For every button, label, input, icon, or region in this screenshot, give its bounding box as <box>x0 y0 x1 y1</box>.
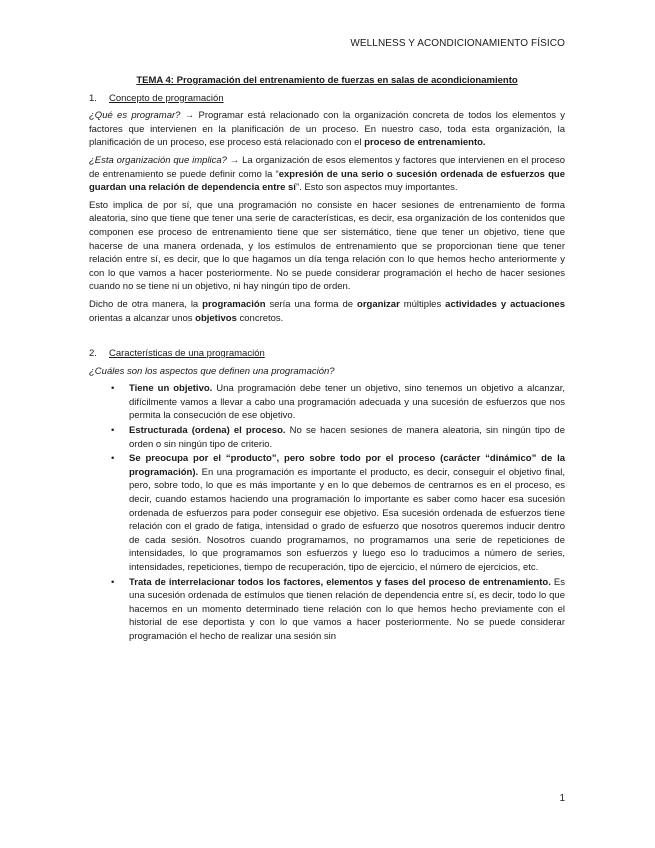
list-item: • Se preocupa por el “producto”, pero sobre todo por el proceso (carácter “dinámico” de la programación). En una programación es importante el producto, es decir, conseguir el objetivo final, pero, sobre todo, lo que es más importante y en lo que debemos de centrarnos es en el proceso, es decir, cuando estamos haciendo una programación lo importante es saber como hacer esa sucesión ordenada de esfuerzos para poder conseguir ese objetivo. Esa sucesión ordenada de esfuerzos tiene relación con el grado de fatiga, intensidad o grado de esfuerzo que nosotros queremos inducir dentro de cada sesión. Nosotros cuando programamos, no programamos una serie de repeticiones de intensidades, lo que programamos son esfuerzos y luego eso lo traducimos a número de series, intensidades, repeticiones, tiempo de recuperación, tipo de ejercicio, el número de ejercicios, etc. <box>111 453 565 573</box>
section-2-heading <box>89 347 565 361</box>
bullet-icon: • <box>111 383 115 395</box>
bullet-icon: • <box>111 576 115 588</box>
section-1-title: Concepto de programación <box>109 92 224 104</box>
section-2-question: ¿Cuáles son los aspectos que definen una programación? <box>89 365 335 377</box>
paragraph-what-is-programming: ¿Qué es programar? → Programar está relacionado con la organización concreta de todos los elementos y factores que intervienen en la planificación de un proceso. En nuestro caso, toda esta organización, la planificación de un proceso, ese proceso está relacionado con el proceso de entrenamiento. <box>89 110 566 149</box>
arrow-icon: → <box>229 154 240 166</box>
list-item: • Trata de interrelacionar todos los factores, elementos y fases del proceso de entrenamiento. Es una sucesión ordenada de estímulos que tienen relación de dependencia entre sí, es decir, todo lo que hacemos en un momento determinado tiene relación con lo que hemos hecho previamente con el historial de ese deportista y con lo que vamos a hacer posteriormente. No se puede considerar programación el hecho de realizar una sesión sin <box>111 576 565 642</box>
characteristics-list <box>89 382 565 643</box>
bullet-icon: • <box>111 425 115 437</box>
bullet-icon: • <box>111 453 115 465</box>
question-organization: ¿Esta organización que implica? <box>89 154 227 166</box>
document-body <box>89 74 565 645</box>
section-2-number: 2. <box>89 348 97 360</box>
section-2-title: Características de una programación <box>109 348 265 360</box>
list-item: • Tiene un objetivo. Una programación debe tener un objetivo, sino tenemos un objetivo a alcanzar, difícilmente vamos a llevar a cabo una programación adecuada y una sucesión de esfuerzos que nos permita la consecución de ese objetivo. <box>111 383 566 422</box>
section-1-number: 1. <box>89 92 97 104</box>
list-item: • Estructurada (ordena) el proceso. No se hacen sesiones de manera aleatoria, sin ningún tipo de orden o sin ningún tipo de criterio. <box>111 425 565 450</box>
arrow-icon: → <box>184 110 195 122</box>
document-title: TEMA 4: Programación del entrenamiento de fuerzas en salas de acondicionamiento <box>136 75 518 86</box>
question-programming: ¿Qué es programar? <box>89 110 181 122</box>
section-1-heading <box>89 92 565 106</box>
spacer <box>89 329 565 347</box>
paragraph-organization: ¿Esta organización que implica? → La organización de esos elementos y factores que intervienen en el proceso de entrenamiento se puede definir como la “expresión de una serio o sucesión ordenada de esfuerzos que guardan una relación de dependencia entre sí”. Esto son aspectos muy importantes. <box>89 154 566 194</box>
paragraph-implications: Esto implica de por sí, que una programación no consiste en hacer sesiones de entrenamiento de forma aleatoria, sino que tiene que tener una serie de características, es decir, esa organización de los contenidos que componen ese proceso de entrenamiento tiene que ser sistemático, tiene que tener un objetivo, tiene que hacerse de una manera ordenada, y los estímulos de entrenamiento que se proporcionan tiene que tener relación entre sí, es decir, que lo que hagamos un día tenga relación con lo que hemos hecho anteriormente y con lo que vamos a hacer posteriormente. No se puede considerar programación el hecho de hacer sesiones cuando no se tiene ni un objetivo, ni hay ningún tipo de orden. <box>89 199 565 293</box>
page-number: 1 <box>559 793 565 804</box>
paragraph-definition: Dicho de otra manera, la programación sería una forma de organizar múltiples actividades y actuaciones orientas a alcanzar unos objetivos concretos. <box>89 298 565 324</box>
page-header: WELLNESS Y ACONDICIONAMIENTO FÍSICO <box>350 38 565 49</box>
